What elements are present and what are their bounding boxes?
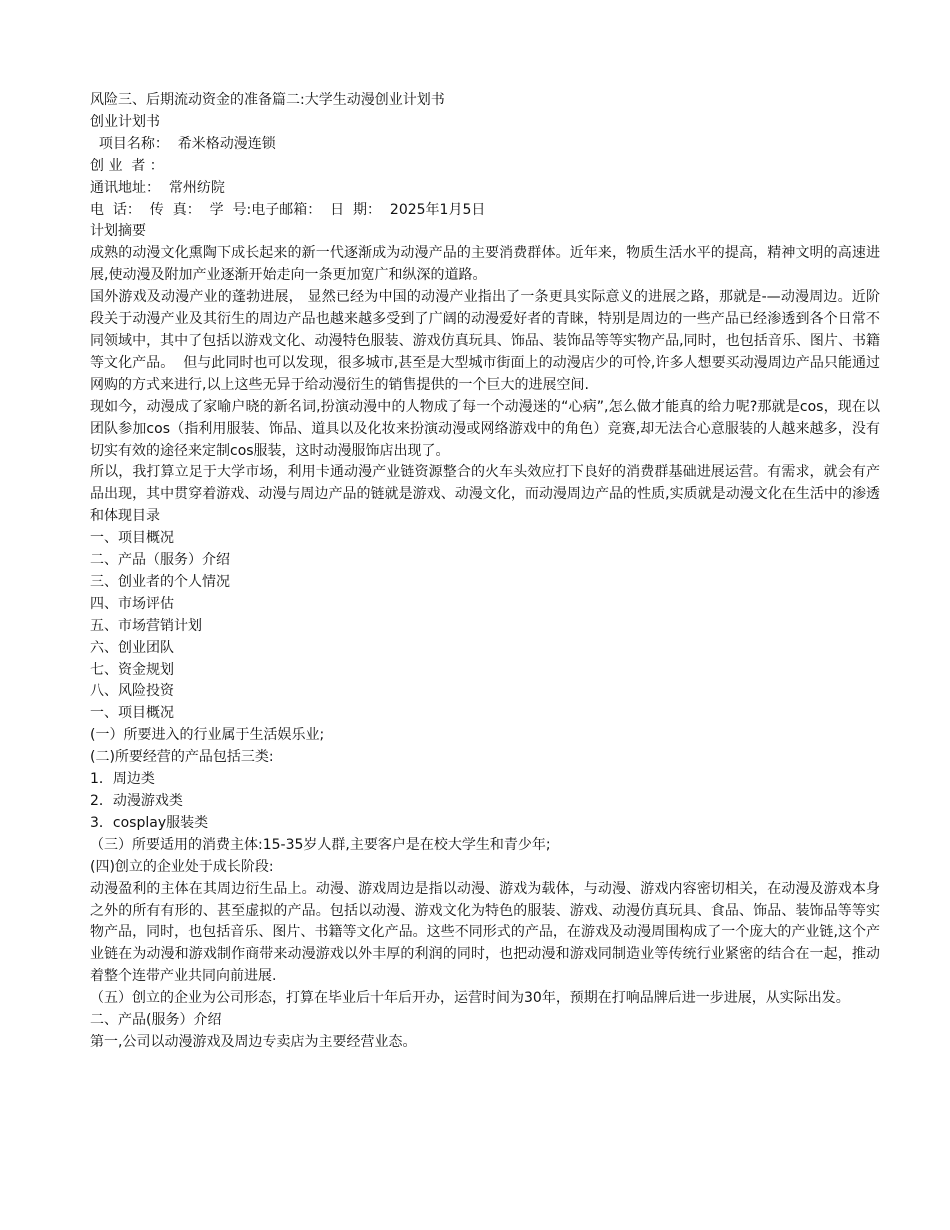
section-item: 3．cosplay服装类 (90, 814, 209, 831)
summary-paragraph: 所以，我打算立足于大学市场，利用卡通动漫产业链资源整合的火车头效应打下良好的消费群基础进展运营。有需求，就会有产品出现，其中贯穿着游戏、动漫与周边产品的链就是游戏、动漫文化，而动漫周边产品的性质,实质就是动漫文化在生活中的渗透和体现目录 (90, 464, 880, 525)
section-body-paragraph: 动漫盈利的主体在其周边衍生品上。动漫、游戏周边是指以动漫、游戏为载体，与动漫、游戏内容密切相关，在动漫及游戏本身之外的所有有形的、甚至虚拟的产品。包括以动漫、游戏文化为特色的服装、游戏、动漫仿真玩具、食品、饰品、装饰品等等实物产品，同时，也包括音乐、图片、书籍等文化产品。这些不同形式的产品，在游戏及动漫周围构成了一个庞大的产业链,这个产业链在为动漫和游戏制作商带来动漫游戏以外丰厚的利润的同时，也把动漫和游戏同制造业等传统行业紧密的结合在一起，推动着整个连带产业共同向前进展. (90, 880, 880, 985)
section-item: (四)创立的企业处于成长阶段: (90, 858, 274, 875)
toc-item: 七、资金规划 (90, 661, 174, 678)
section-body-paragraph: 第一,公司以动漫游戏及周边专卖店为主要经营业态。 (90, 1033, 417, 1050)
toc-item: 二、产品（服务）介绍 (90, 552, 230, 569)
section-item: (二)所要经营的产品包括三类: (90, 749, 274, 766)
heading-line: 风险三、后期流动资金的准备篇二:大学生动漫创业计划书 (90, 92, 445, 108)
address-line: 通讯地址： 常州纺院 (90, 179, 225, 196)
summary-paragraph: 国外游戏及动漫产业的蓬勃进展， 显然已经为中国的动漫产业指出了一条更具实际意义的进展之路，那就是-—动漫周边。近阶段关于动漫产业及其衍生的周边产品也越来越多受到了广阔的动漫爱好者的青睐，特别是周边的一些产品已经渗透到各个日常不同领域中，其中了包括以游戏文化、动漫特色服装、游戏仿真玩具、饰品、装饰品等等实物产品,同时，也包括音乐、图片、书籍等文化产品。 但与此同时也可以发现，很多城市,甚至是大型城市街面上的动漫店少的可怜,许多人想要买动漫周边产品只能通过网购的方式来进行,以上这些无异于给动漫衍生的销售提供的一个巨大的进展空间. (90, 289, 880, 393)
summary-title: 计划摘要 (90, 223, 146, 240)
toc-item: 五、市场营销计划 (90, 617, 202, 634)
section-item: （五）创立的企业为公司形态，打算在毕业后十年后开办，运营时间为30年，预期在打响品牌后进一步进展，从实际出发。 (90, 990, 850, 1007)
summary-paragraph: 现如今，动漫成了家喻户晓的新名词,扮演动漫中的人物成了每一个动漫迷的“心病”,怎么做才能真的给力呢?那就是cos，现在以团队参加cos（指利用服装、饰品、道具以及化妆来扮演动漫或网络游戏中的角色）竞赛,却无法合心意服装的人越来越多，没有切实有效的途径来定制cos服装，这时动漫服饰店出现了。 (90, 398, 880, 459)
section-item: 1．周边类 (90, 771, 155, 788)
founder-line: 创 业 者 ： (90, 157, 164, 174)
toc-item: 八、风险投资 (90, 683, 174, 700)
toc-item: 三、创业者的个人情况 (90, 573, 230, 590)
section-item: 2．动漫游戏类 (90, 793, 183, 809)
contact-line: 电 话： 传 真： 学 号:电子邮箱： 日 期： 2025年1月5日 (90, 201, 486, 218)
section-item: (一）所要进入的行业属于生活娱乐业; (90, 727, 325, 744)
document-title: 创业计划书 (90, 113, 160, 130)
toc-item: 一、项目概况 (90, 530, 174, 547)
toc-item: 四、市场评估 (90, 595, 174, 612)
document-page (90, 90, 880, 1054)
section-item: （三）所要适用的消费主体:15-35岁人群,主要客户是在校大学生和青少年; (90, 836, 551, 853)
project-name-line: 项目名称： 希米格动漫连锁 (90, 135, 276, 152)
section-title: 一、项目概况 (90, 705, 174, 722)
section-title: 二、产品(服务）介绍 (90, 1012, 222, 1029)
toc-item: 六、创业团队 (90, 639, 174, 656)
summary-paragraph: 成熟的动漫文化熏陶下成长起来的新一代逐渐成为动漫产品的主要消费群体。近年来，物质生活水平的提高，精神文明的高速进展,使动漫及附加产业逐渐开始走向一条更加宽广和纵深的道路。 (90, 245, 880, 284)
